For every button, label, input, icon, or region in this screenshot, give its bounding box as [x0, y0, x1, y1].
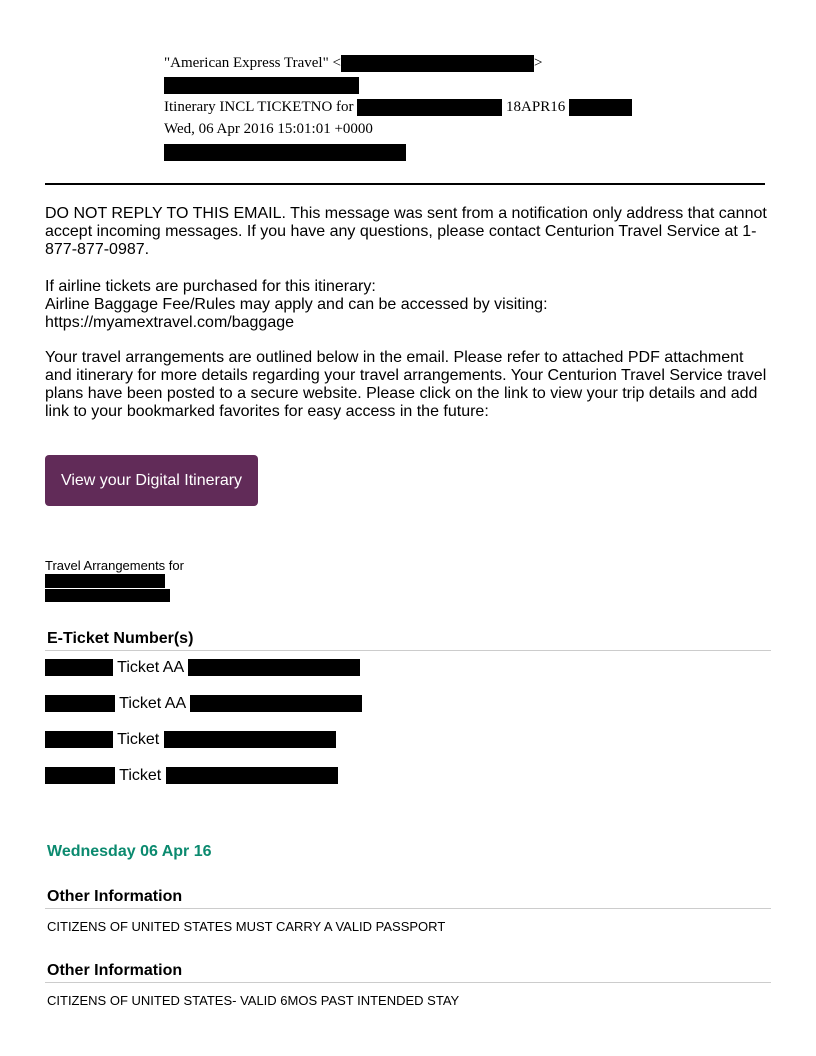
redacted-ticket-number — [164, 731, 336, 748]
redacted-traveler-2 — [45, 589, 170, 602]
subject-prefix: Itinerary INCL TICKETNO for — [164, 99, 354, 115]
day-date-heading: Wednesday 06 Apr 16 — [47, 843, 212, 860]
to-value — [164, 76, 359, 94]
other-info-divider — [45, 982, 771, 983]
redacted-ticket-number — [190, 695, 362, 712]
travel-arrangements-label: Travel Arrangements for — [45, 558, 184, 573]
view-itinerary-button[interactable]: View your Digital Itinerary — [45, 455, 258, 506]
redacted-from-email — [341, 55, 534, 72]
header-divider — [45, 183, 765, 185]
from-close: > — [533, 55, 543, 71]
redacted-ticket-passenger — [45, 695, 115, 712]
from-value — [164, 54, 542, 72]
ticket-row — [45, 731, 336, 749]
attachments-value[interactable] — [164, 143, 406, 161]
redacted-ticket-passenger — [45, 767, 115, 784]
redacted-ticket-passenger — [45, 659, 113, 676]
baggage-line-1: If airline tickets are purchased for this itinerary: — [45, 278, 376, 295]
redacted-subject-code — [569, 99, 632, 116]
ticket-label: Ticket AA — [119, 695, 186, 712]
ticket-row — [45, 767, 338, 785]
redacted-to — [164, 77, 359, 94]
ticket-row — [45, 695, 362, 713]
baggage-link[interactable]: https://myamextravel.com/baggage — [45, 314, 295, 331]
eticket-heading: E-Ticket Number(s) — [47, 630, 194, 647]
redacted-ticket-number — [166, 767, 338, 784]
eticket-divider — [45, 650, 771, 651]
ticket-label: Ticket AA — [117, 659, 184, 676]
ticket-label: Ticket — [119, 767, 162, 784]
other-info-divider — [45, 908, 771, 909]
baggage-line-2: Airline Baggage Fee/Rules may apply and can be accessed by visiting: — [45, 296, 548, 313]
date-value: Wed, 06 Apr 2016 15:01:01 +0000 — [164, 121, 373, 137]
other-info-heading: Other Information — [47, 888, 183, 905]
ticket-row — [45, 659, 360, 677]
other-info-text: CITIZENS OF UNITED STATES MUST CARRY A VALID PASSPORT — [47, 919, 446, 934]
subject-date: 18APR16 — [506, 99, 566, 115]
baggage-info — [45, 278, 773, 332]
other-info-text: CITIZENS OF UNITED STATES- VALID 6MOS PAST INTENDED STAY — [47, 993, 460, 1008]
redacted-ticket-passenger — [45, 731, 113, 748]
arrangements-text: Your travel arrangements are outlined below in the email. Please refer to attached PDF attachment and itinerary for more details regarding your travel arrangements. Your Centurion Travel Service travel plans have been posted to a secure website. Please click on the link to view your trip details and add link to your bookmarked favorites for easy access in the future: — [45, 349, 767, 420]
from-name: "American Express Travel" < — [164, 55, 341, 71]
redacted-subject-name — [357, 99, 502, 116]
redacted-ticket-number — [188, 659, 360, 676]
redacted-attachment-name — [164, 144, 406, 161]
ticket-label: Ticket — [117, 731, 160, 748]
redacted-traveler-1 — [45, 574, 165, 588]
subject-value — [164, 98, 632, 116]
no-reply-notice: DO NOT REPLY TO THIS EMAIL. This message was sent from a notification only address that cannot accept incoming messages. If you have any questions, please contact Centurion Travel Service at 1-877-877-0987. — [45, 205, 767, 258]
other-info-heading: Other Information — [47, 962, 183, 979]
